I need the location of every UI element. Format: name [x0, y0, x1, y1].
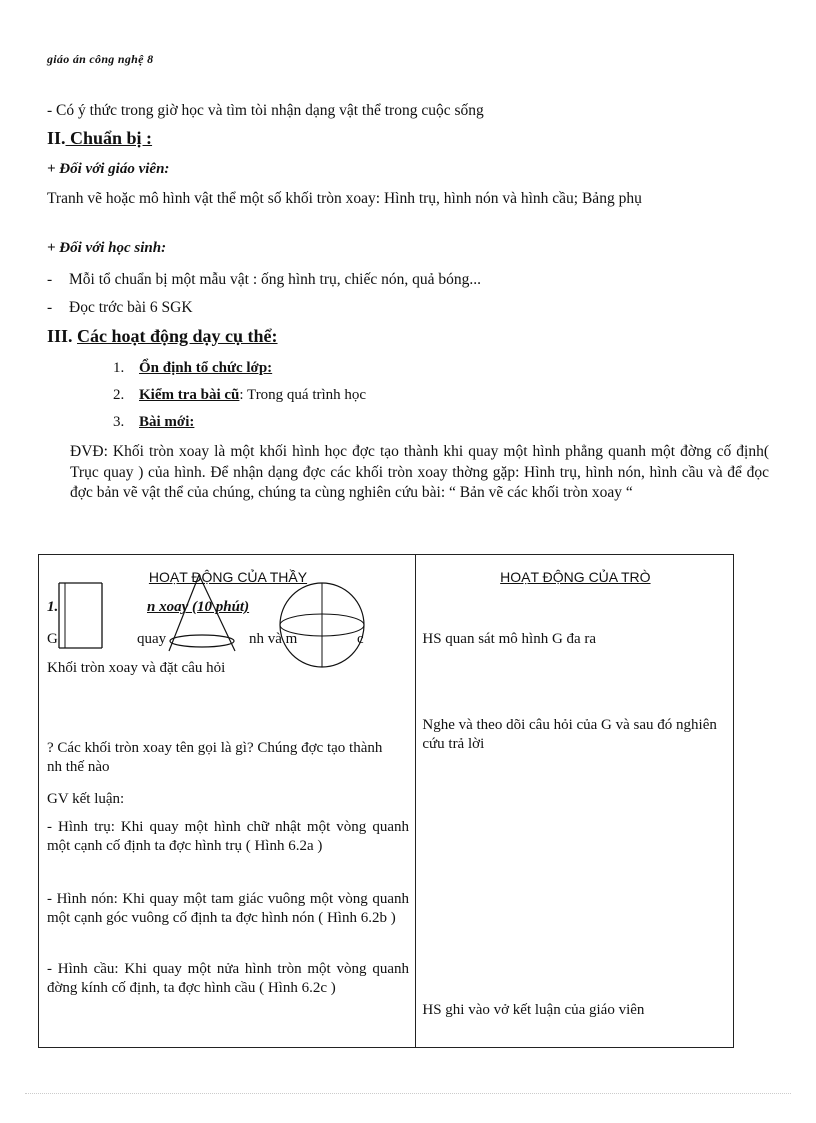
student-observe: HS quan sát mô hình G đa ra — [422, 631, 597, 647]
page-footer-line — [25, 1093, 791, 1094]
section-3-heading — [47, 326, 278, 347]
step-1 — [113, 360, 272, 377]
teacher-line-1d: c — [357, 631, 364, 647]
step-title: Kiểm tra bài cũ — [139, 387, 240, 403]
student-item-dash: - — [47, 271, 53, 288]
teacher-line-2: Khối tròn xoay và đặt câu hỏi — [47, 660, 226, 676]
section-3-title: Các hoạt động dạy cụ thể: — [77, 326, 278, 346]
teacher-heading: + Đối với giáo viên: — [47, 161, 170, 177]
teacher-heading-fragment: 1. — [47, 599, 59, 615]
teacher-text: Tranh vẽ hoặc mô hình vật thể một số khối tròn xoay: Hình trụ, hình nón và hình cầu; Bảng phụ — [47, 190, 642, 207]
teacher-column — [39, 555, 416, 1048]
student-listen: Nghe và theo dõi câu hỏi của G và sau đó nghiên cứu trả lời — [422, 717, 717, 752]
cone-drawing — [169, 575, 235, 651]
student-heading: + Đối với học sinh: — [47, 240, 167, 256]
teacher-line-1c: nh và m — [249, 631, 298, 647]
section-2-roman: II. — [47, 128, 66, 148]
teacher-line-1a: G — [47, 631, 58, 647]
student-item-1 — [47, 270, 481, 290]
student-item-dash: - — [47, 299, 53, 316]
cylinder-drawing — [59, 583, 102, 648]
student-item-text: Đọc trớc bài 6 SGK — [69, 299, 193, 316]
step-number: 3. — [113, 414, 125, 430]
teacher-cylinder: - Hình trụ: Khi quay một hình chữ nhật một vòng quanh một cạnh cố định ta đợc hình trụ ( Hình 6.2a ) — [47, 819, 409, 854]
section-2-title: Chuẩn bị : — [65, 128, 153, 148]
step-2 — [113, 387, 366, 404]
solids-illustration — [39, 555, 417, 685]
intro-line: - Có ý thức trong giờ học và tìm tòi nhận dạng vật thể trong cuộc sống — [47, 102, 484, 119]
student-write: HS ghi vào vở kết luận của giáo viên — [422, 1002, 645, 1018]
section-2-heading — [47, 128, 152, 149]
teacher-conclude: GV kết luận: — [47, 791, 125, 807]
teacher-heading-fragment-2: n xoay (10 phút) — [147, 599, 250, 615]
sphere-drawing — [280, 583, 364, 667]
step-title: Bài mới: — [139, 414, 195, 430]
student-item-2 — [47, 298, 193, 318]
activity-table — [38, 554, 734, 1048]
page-header: giáo án công nghệ 8 — [47, 52, 154, 66]
teacher-question: ? Các khối tròn xoay tên gọi là gì? Chúng đợc tạo thành nh thế nào — [47, 740, 383, 775]
step-3 — [113, 414, 194, 431]
student-column — [416, 555, 734, 1048]
section-3-roman: III. — [47, 326, 73, 346]
step-number: 2. — [113, 387, 125, 403]
teacher-column-header: HOẠT ĐỘNG CỦA THẦY — [148, 569, 308, 585]
teacher-sphere: - Hình cầu: Khi quay một nửa hình tròn một vòng quanh đờng kính cố định, ta đợc hình cầu ( Hình 6.2c ) — [47, 961, 409, 996]
step-rest: : Trong quá trình học — [239, 387, 367, 403]
student-item-text: Mỗi tổ chuẩn bị một mẫu vật : ống hình trụ, chiếc nón, quả bóng... — [69, 271, 481, 288]
teacher-cone: - Hình nón: Khi quay một tam giác vuông một vòng quanh một cạnh góc vuông cố định ta đợc hình nón ( Hình 6.2b ) — [47, 891, 409, 926]
step-number: 1. — [113, 360, 125, 376]
dvd-paragraph: ĐVĐ: Khối tròn xoay là một khối hình học đợc tạo thành khi quay một hình phẳng quanh một đờng cố định( Trục quay ) của hình. Để nhận dạng đợc các khối tròn xoay thờng gặp: Hình trụ, hình nón, hình cầu và để đọc đợc bản vẽ vật thể của chúng, chúng ta cùng nghiên cứu bài: “ Bản vẽ các khối tròn xoay “ — [70, 443, 769, 501]
teacher-line-1b: quay — [137, 631, 167, 647]
step-title: Ổn định tổ chức lớp: — [139, 360, 273, 376]
student-column-header: HOẠT ĐỘNG CỦA TRÒ — [500, 569, 651, 585]
